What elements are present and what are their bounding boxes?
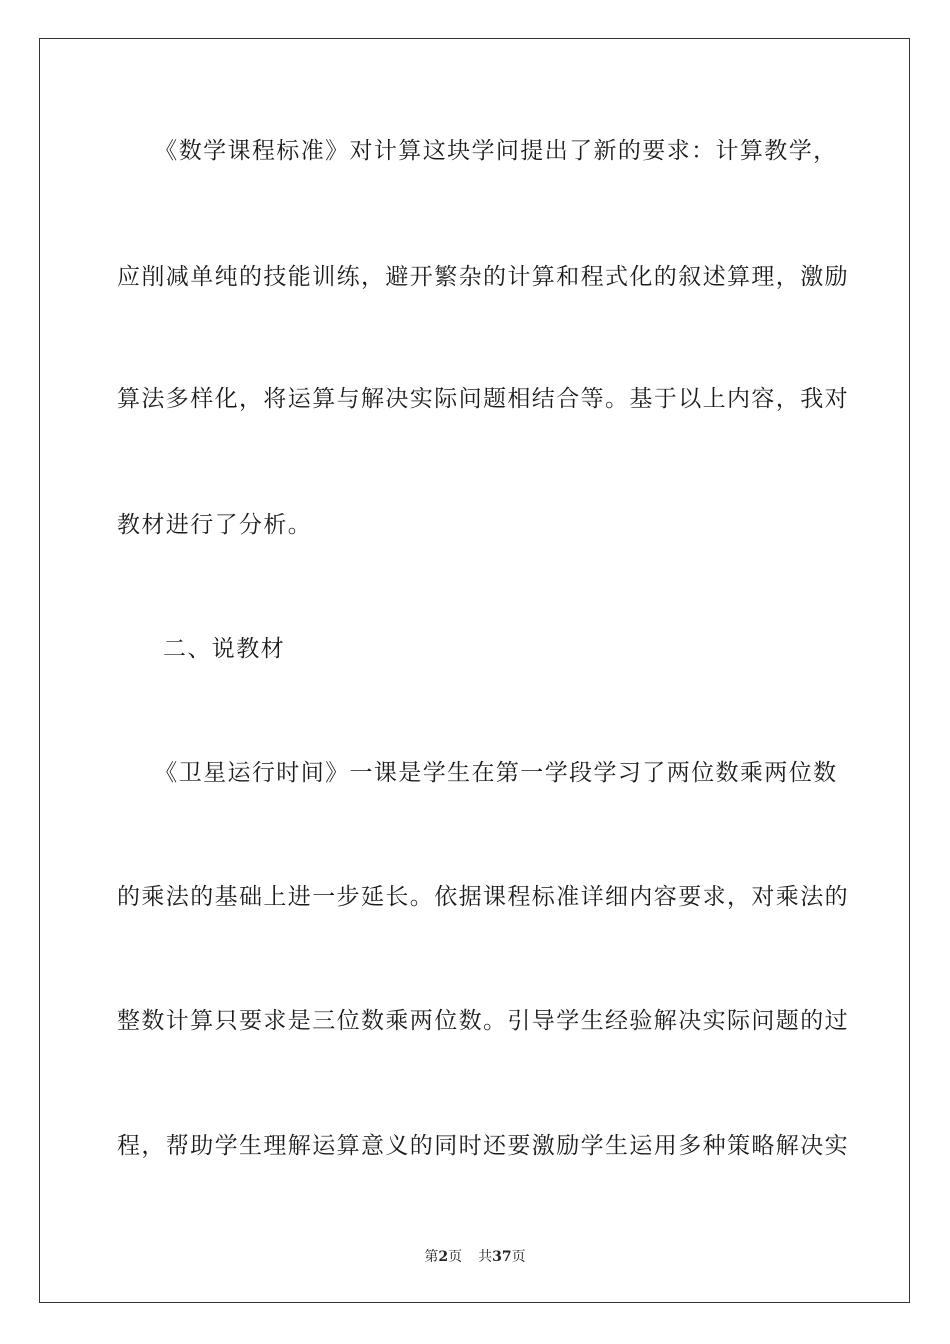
paragraph-2-line-1: 《卫星运行时间》一课是学生在第一学段学习了两位数乘两位数: [117, 760, 838, 786]
footer-total-prefix: 共: [478, 1249, 493, 1265]
paragraph-2-line-3: 整数计算只要求是三位数乘两位数。引导学生经验解决实际问题的过: [117, 1008, 849, 1034]
footer-page-suffix: 页: [448, 1249, 463, 1265]
footer-total-suffix: 页: [511, 1249, 526, 1265]
paragraph-1-line-1: 《数学课程标准》对计算这块学问提出了新的要求：计算教学，: [117, 138, 838, 164]
paragraph-1-line-4: 教材进行了分析。: [117, 512, 313, 538]
paragraph-1-line-3: 算法多样化，将运算与解决实际问题相结合等。基于以上内容，我对: [117, 386, 849, 412]
paragraph-2-line-4: 程，帮助学生理解运算意义的同时还要激励学生运用多种策略解决实: [117, 1133, 849, 1159]
paragraph-2-line-2: 的乘法的基础上进一步延长。依据课程标准详细内容要求，对乘法的: [117, 884, 849, 910]
footer-total-pages: 37: [492, 1249, 512, 1265]
paragraph-1-line-2: 应削减单纯的技能训练，避开繁杂的计算和程式化的叙述算理，激励: [117, 264, 849, 290]
section-heading: 二、说教材: [163, 636, 285, 662]
page-footer: [0, 1248, 950, 1266]
page-border: [39, 38, 910, 1303]
footer-prefix: 第: [424, 1249, 439, 1265]
footer-current-page: 2: [438, 1249, 449, 1265]
